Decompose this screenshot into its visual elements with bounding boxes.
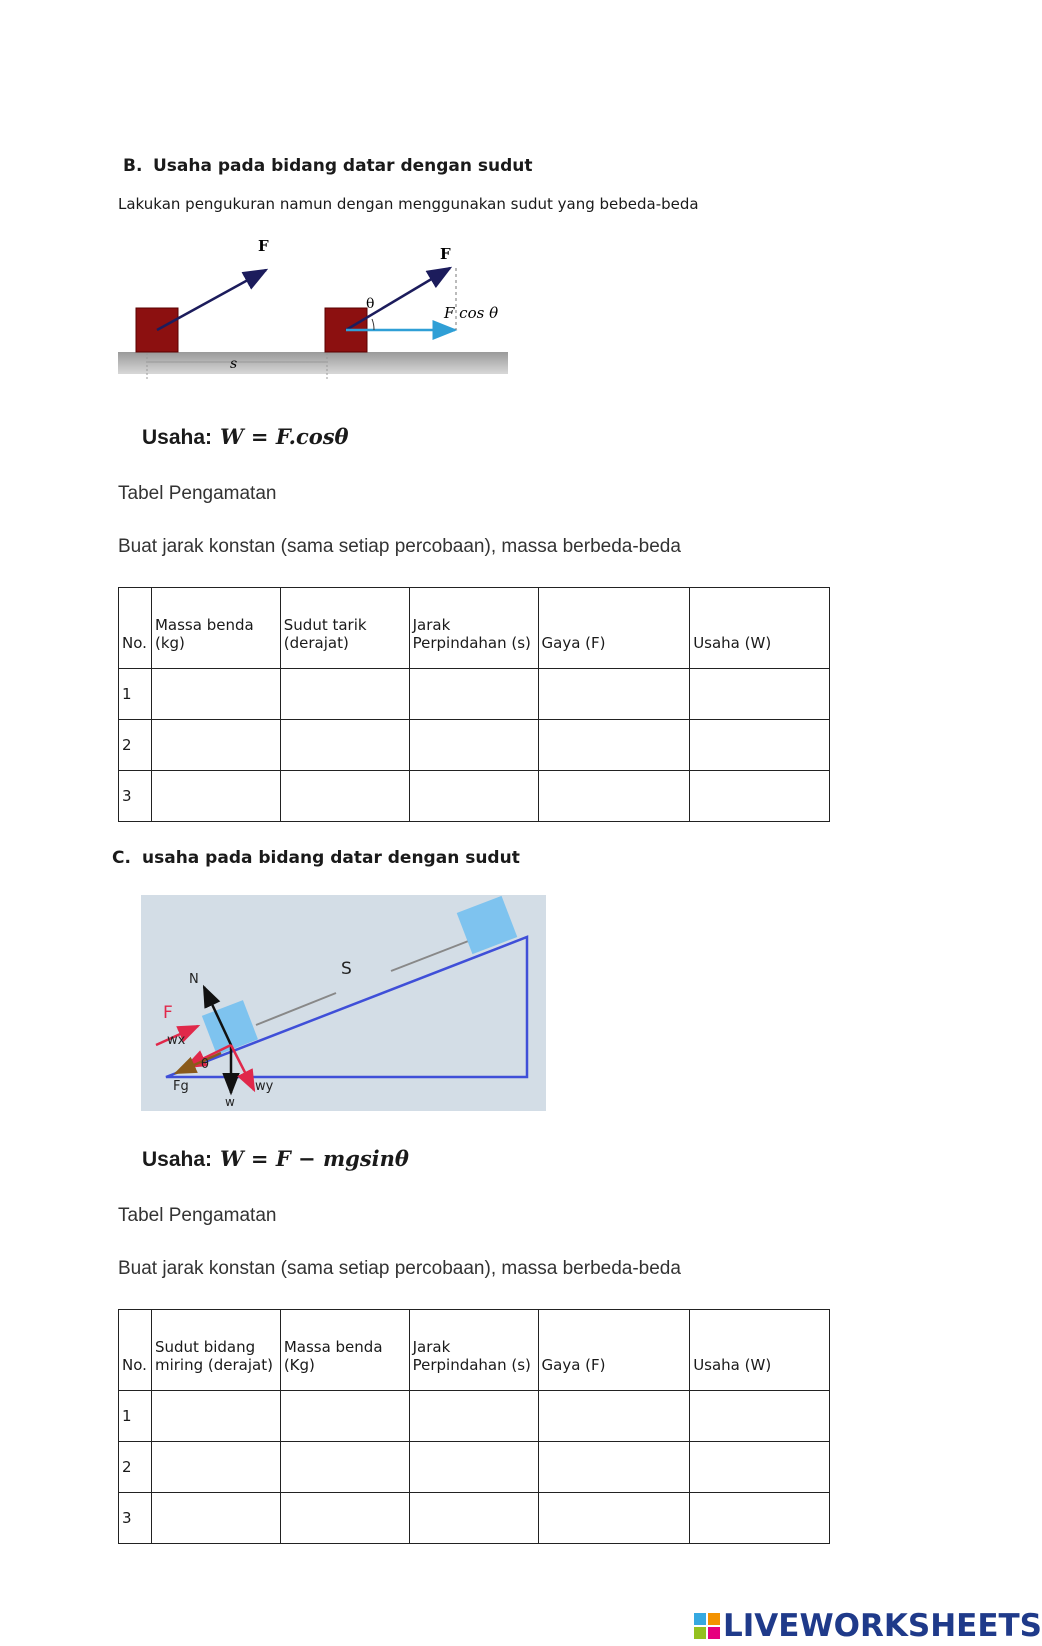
row-number: 1 (119, 1391, 152, 1442)
force-arrow-end (346, 268, 450, 330)
horizontal-pull-diagram (110, 235, 550, 405)
label-f-start: F (258, 237, 269, 255)
table-cell[interactable] (538, 771, 690, 822)
table-cell[interactable] (151, 1391, 280, 1442)
table-row (119, 771, 830, 822)
table-cell[interactable] (690, 771, 830, 822)
label-wx: wx (167, 1033, 186, 1048)
row-number: 1 (119, 669, 152, 720)
table-row (119, 1493, 830, 1544)
section-c-table-note: Buat jarak konstan (sama setiap percobaan), massa berbeda-beda (118, 1258, 681, 1279)
table-cell[interactable] (409, 1391, 538, 1442)
table-row (119, 720, 830, 771)
label-n: N (189, 972, 199, 987)
table-cell[interactable] (151, 669, 280, 720)
section-b-table-title: Tabel Pengamatan (118, 483, 277, 504)
table-cell[interactable] (280, 1391, 409, 1442)
header-jarak: Jarak Perpindahan (s) (409, 1310, 538, 1391)
force-arrow-start (157, 270, 266, 330)
liveworksheets-logo (694, 1608, 1042, 1644)
section-b-instruction: Lakukan pengukuran namun dengan menggunakan sudut yang bebeda-beda (118, 195, 699, 213)
table-cell[interactable] (690, 1493, 830, 1544)
inclined-plane-diagram (141, 895, 546, 1111)
table-cell[interactable] (280, 1442, 409, 1493)
angle-arc (372, 319, 374, 330)
table-cell[interactable] (280, 771, 409, 822)
row-number: 2 (119, 1442, 152, 1493)
formula-label: Usaha: (142, 426, 213, 449)
header-usaha: Usaha (W) (690, 1310, 830, 1391)
header-jarak: Jarak Perpindahan (s) (409, 588, 538, 669)
header-usaha: Usaha (W) (690, 588, 830, 669)
table-cell[interactable] (409, 1493, 538, 1544)
table-cell[interactable] (690, 1442, 830, 1493)
section-c-heading (112, 848, 520, 868)
header-sudut-bidang: Sudut bidang miring (derajat) (151, 1310, 280, 1391)
table-cell[interactable] (538, 1442, 690, 1493)
label-fcos: F cos θ (444, 304, 499, 322)
label-s: s (230, 356, 238, 372)
section-b-title: Usaha pada bidang datar dengan sudut (153, 156, 533, 176)
table-cell[interactable] (409, 1442, 538, 1493)
table-cell[interactable] (280, 669, 409, 720)
label-s-incline: S (341, 959, 352, 979)
label-f-incline: F (163, 1003, 173, 1023)
header-gaya: Gaya (F) (538, 588, 690, 669)
table-cell[interactable] (690, 1391, 830, 1442)
logo-text: LIVEWORKSHEETS (723, 1608, 1042, 1644)
header-no: No. (119, 588, 152, 669)
row-number: 3 (119, 771, 152, 822)
label-theta: θ (366, 296, 375, 312)
section-b-letter: B. (123, 156, 143, 176)
table-cell[interactable] (690, 720, 830, 771)
table-cell[interactable] (538, 720, 690, 771)
table-cell[interactable] (280, 1493, 409, 1544)
table-cell[interactable] (151, 1493, 280, 1544)
table-cell[interactable] (409, 771, 538, 822)
table-row (119, 1442, 830, 1493)
formula-b: W = F.cosθ (220, 424, 349, 449)
label-w: w (225, 1095, 235, 1109)
table-row (119, 1391, 830, 1442)
section-c-title: usaha pada bidang datar dengan sudut (142, 848, 520, 868)
label-f-end: F (440, 245, 451, 263)
header-sudut: Sudut tarik (derajat) (280, 588, 409, 669)
header-no: No. (119, 1310, 152, 1391)
section-c-table-title: Tabel Pengamatan (118, 1205, 277, 1226)
table-cell[interactable] (538, 1391, 690, 1442)
label-wy: wy (255, 1079, 274, 1094)
table-cell[interactable] (690, 669, 830, 720)
table-cell[interactable] (151, 771, 280, 822)
ground-surface (118, 352, 508, 374)
section-b-table-note: Buat jarak konstan (sama setiap percobaan), massa berbeda-beda (118, 536, 681, 557)
header-massa: Massa benda (Kg) (280, 1310, 409, 1391)
table-cell[interactable] (409, 669, 538, 720)
table-header-row (119, 588, 830, 669)
table-cell[interactable] (151, 1442, 280, 1493)
header-massa: Massa benda (kg) (151, 588, 280, 669)
section-b-formula-row (142, 424, 349, 450)
observation-table-b (118, 587, 830, 822)
section-b-heading (123, 156, 533, 176)
table-header-row (119, 1310, 830, 1391)
label-theta-incline: θ (201, 1057, 209, 1072)
table-cell[interactable] (151, 720, 280, 771)
table-cell[interactable] (538, 669, 690, 720)
label-fg: Fg (173, 1079, 189, 1094)
table-cell[interactable] (538, 1493, 690, 1544)
observation-table-c (118, 1309, 830, 1544)
section-c-formula-row (142, 1146, 409, 1172)
header-gaya: Gaya (F) (538, 1310, 690, 1391)
formula-label: Usaha: (142, 1148, 213, 1171)
formula-c: W = F − mgsinθ (220, 1146, 409, 1171)
table-cell[interactable] (409, 720, 538, 771)
logo-mark-icon (694, 1613, 720, 1639)
table-row (119, 669, 830, 720)
row-number: 2 (119, 720, 152, 771)
table-cell[interactable] (280, 720, 409, 771)
section-c-letter: C. (112, 848, 131, 868)
row-number: 3 (119, 1493, 152, 1544)
